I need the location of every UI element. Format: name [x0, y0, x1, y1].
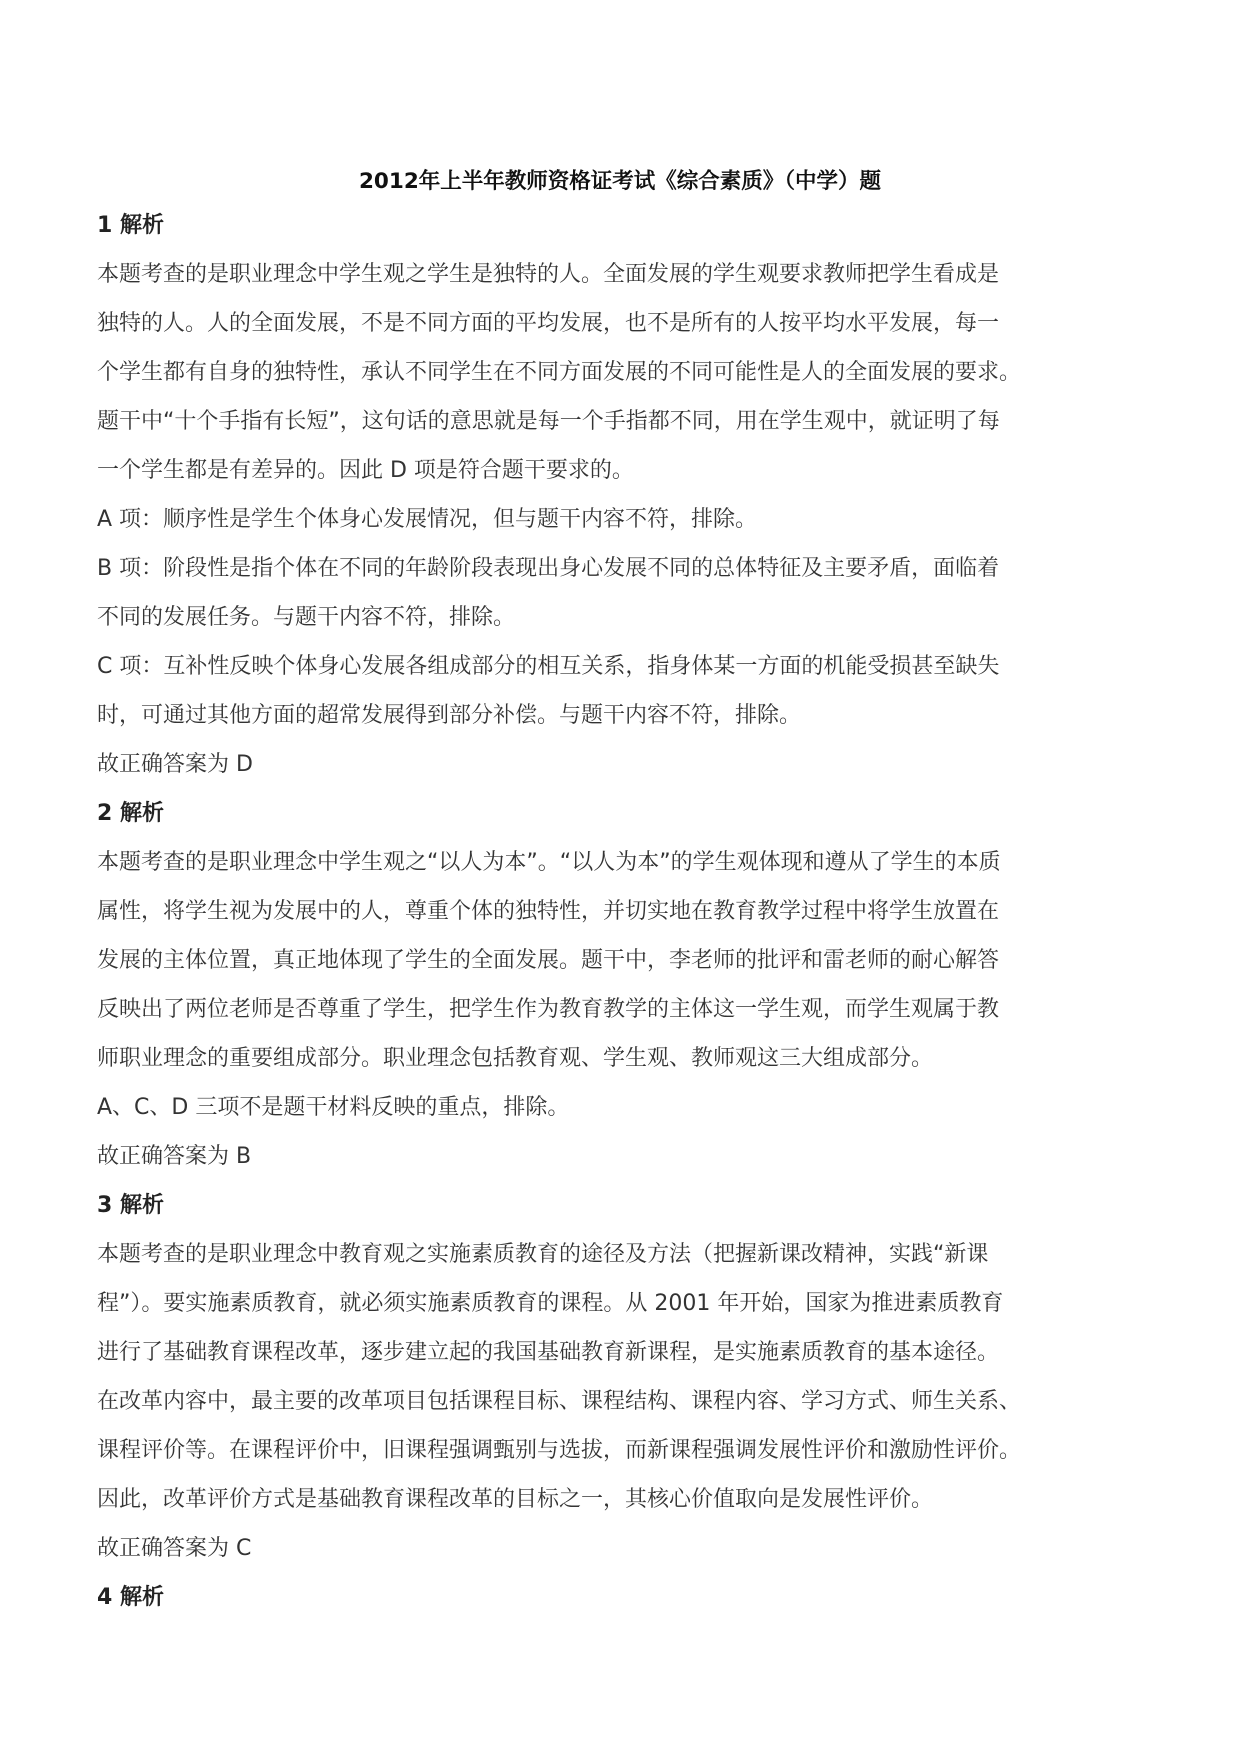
section-1-line: 一个学生都是有差异的。因此 D 项是符合题干要求的。 — [97, 458, 634, 483]
section-1-line: 题干中“十个手指有长短”，这句话的意思就是每一个手指都不同，用在学生观中，就证明了每 — [97, 409, 1000, 434]
section-1-line: 本题考查的是职业理念中学生观之学生是独特的人。全面发展的学生观要求教师把学生看成是 — [97, 262, 1000, 287]
section-3-answer: 故正确答案为 C — [97, 1536, 252, 1561]
section-3-line: 课程评价等。在课程评价中，旧课程强调甄别与选拔，而新课程强调发展性评价和激励性评价。 — [97, 1438, 1022, 1463]
section-2-line: 反映出了两位老师是否尊重了学生，把学生作为教育教学的主体这一学生观，而学生观属于教 — [97, 997, 1000, 1022]
section-3-heading: 3 解析 — [97, 1193, 164, 1218]
section-2-answer: 故正确答案为 B — [97, 1144, 252, 1169]
section-3-line: 因此，改革评价方式是基础教育课程改革的目标之一，其核心价值取向是发展性评价。 — [97, 1487, 934, 1512]
section-1-line: 不同的发展任务。与题干内容不符，排除。 — [97, 605, 516, 630]
section-2-line: 发展的主体位置，真正地体现了学生的全面发展。题干中，李老师的批评和雷老师的耐心解答 — [97, 948, 1000, 973]
section-3-line: 本题考查的是职业理念中教育观之实施素质教育的途径及方法（把握新课改精神，实践“新课 — [97, 1242, 989, 1267]
section-2-line: 师职业理念的重要组成部分。职业理念包括教育观、学生观、教师观这三大组成部分。 — [97, 1046, 934, 1071]
section-1-line: C 项：互补性反映个体身心发展各组成部分的相互关系，指身体某一方面的机能受损甚至缺失 — [97, 654, 1000, 679]
section-3-line: 程”）。要实施素质教育，就必须实施素质教育的课程。从 2001 年开始，国家为推进素质教育 — [97, 1291, 1004, 1316]
section-1-line: A 项：顺序性是学生个体身心发展情况，但与题干内容不符，排除。 — [97, 507, 758, 532]
section-1-heading: 1 解析 — [97, 213, 164, 238]
section-3-line: 进行了基础教育课程改革，逐步建立起的我国基础教育新课程，是实施素质教育的基本途径。 — [97, 1340, 1000, 1365]
section-2-line: 本题考查的是职业理念中学生观之“以人为本”。“以人为本”的学生观体现和遵从了学生的本质 — [97, 850, 1001, 875]
section-1-line: B 项：阶段性是指个体在不同的年龄阶段表现出身心发展不同的总体特征及主要矛盾，面临着 — [97, 556, 1000, 581]
section-1-line: 时，可通过其他方面的超常发展得到部分补偿。与题干内容不符，排除。 — [97, 703, 802, 728]
section-1-answer: 故正确答案为 D — [97, 752, 253, 777]
document-title: 2012年上半年教师资格证考试《综合素质》（中学）题 — [358, 169, 882, 194]
document-body — [97, 211, 1157, 1632]
section-3-line: 在改革内容中，最主要的改革项目包括课程目标、课程结构、课程内容、学习方式、师生关系、 — [97, 1389, 1022, 1414]
section-1-line: 独特的人。人的全面发展，不是不同方面的平均发展，也不是所有的人按平均水平发展，每一 — [97, 311, 1000, 336]
section-2-line: A、C、D 三项不是题干材料反映的重点，排除。 — [97, 1095, 570, 1120]
section-4-heading: 4 解析 — [97, 1585, 164, 1610]
section-2-heading: 2 解析 — [97, 801, 164, 826]
section-2-line: 属性，将学生视为发展中的人，尊重个体的独特性，并切实地在教育教学过程中将学生放置在 — [97, 899, 1000, 924]
section-1-line: 个学生都有自身的独特性，承认不同学生在不同方面发展的不同可能性是人的全面发展的要求。 — [97, 360, 1022, 385]
